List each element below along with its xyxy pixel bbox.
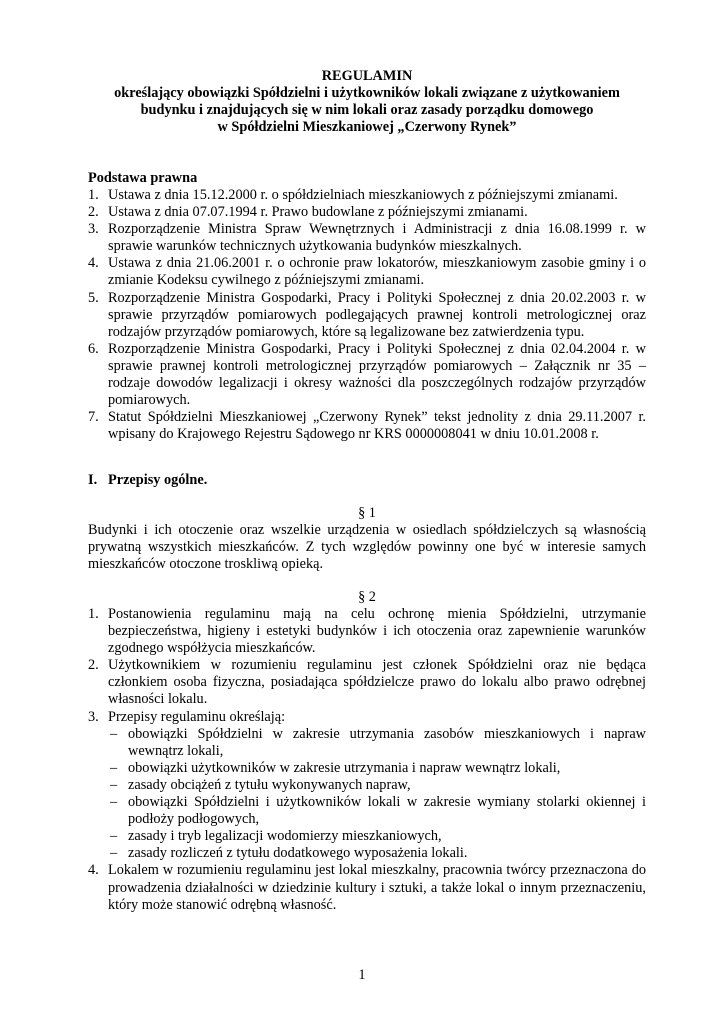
- legal-basis-heading: Podstawa prawna: [88, 170, 198, 186]
- title-line-1: określający obowiązki Spółdzielni i użytkowników lokali związane z użytkowaniem: [114, 85, 620, 102]
- section-title: Przepisy ogólne.: [108, 472, 208, 488]
- regulation-scope-list: [108, 726, 646, 863]
- regulation-scope-item: – zasady i tryb legalizacji wodomierzy mieszkaniowych,: [110, 828, 442, 845]
- paragraph-2-label: § 2: [358, 589, 376, 605]
- paragraph-2-list: [88, 606, 646, 914]
- paragraph-2-item: 4. Lokalem w rozumieniu regulaminu jest lokal mieszkalny, pracownia twórcy przeznaczona do prowadzenia działalności w dziedzinie kultury i sztuki, a także lokal o innym przeznaczeniu, który może stanowić odrębną własność.: [88, 862, 646, 913]
- legal-basis-item: 7. Statut Spółdzielni Mieszkaniowej „Czerwony Rynek” tekst jednolity z dnia 29.11.2007 r. wpisany do Krajowego Rejestru Sądowego nr KRS 0000008041 w dniu 10.01.2008 r.: [88, 409, 646, 443]
- legal-basis-item: 4. Ustawa z dnia 21.06.2001 r. o ochronie praw lokatorów, mieszkaniowym zasobie gminy i o zmianie Kodeksu cywilnego z późniejszymi zmianami.: [88, 255, 646, 289]
- legal-basis-item: 1. Ustawa z dnia 15.12.2000 r. o spółdzielniach mieszkaniowych z późniejszymi zmianami.: [88, 187, 618, 203]
- legal-basis-item: 5. Rozporządzenie Ministra Gospodarki, Pracy i Polityki Społecznej z dnia 20.02.2003 r. w sprawie przyrządów pomiarowych podlegających prawnej kontroli metrologicznej oraz rodzajów przyrządów pomiarowych, które są legalizowane bez zatwierdzenia typu.: [88, 289, 646, 340]
- paragraph-2-item: 3. Przepisy regulaminu określają: – obowiązki Spółdzielni w zakresie utrzymania zasobów mieszkaniowych i napraw wewnątrz lokali, – obowiązki użytkowników w zakresie utrzymania i napraw wewnątrz lokali, – zasady obciążeń z tytułu wykonywanych napraw, – obowiązki Spółdzielni i użytkowników lokali w zakresie wymiany stolarki okiennej i podłoży podłogowych, – zasady i tryb legalizacji wodomierzy mieszkaniowych, – zasady rozliczeń z tytułu dodatkowego wyposażenia lokali.: [88, 708, 646, 862]
- legal-basis-list: [88, 187, 646, 443]
- section-numeral: I.: [88, 472, 98, 488]
- page-number: 1: [358, 967, 366, 983]
- title-heading: REGULAMIN: [321, 68, 413, 84]
- regulation-scope-item: – obowiązki użytkowników w zakresie utrzymania i napraw wewnątrz lokali,: [110, 759, 561, 776]
- section-heading: [88, 472, 207, 489]
- regulation-scope-item: – obowiązki Spółdzielni w zakresie utrzymania zasobów mieszkaniowych i napraw wewnątrz lokali,: [110, 725, 646, 759]
- regulation-scope-item: – obowiązki Spółdzielni i użytkowników lokali w zakresie wymiany stolarki okiennej i podłoży podłogowych,: [110, 794, 646, 828]
- paragraph-1-text: Budynki i ich otoczenie oraz wszelkie urządzenia w osiedlach spółdzielczych są własnością prywatną wszystkich mieszkańców. Z tych względów powinny one być w interesie samych mieszkańców otoczone troskliwą opieką.: [88, 522, 646, 573]
- regulation-scope-item: – zasady rozliczeń z tytułu dodatkowego wyposażenia lokali.: [110, 845, 468, 862]
- legal-basis-item: 2. Ustawa z dnia 07.07.1994 r. Prawo budowlane z późniejszymi zmianami.: [88, 204, 528, 221]
- title-line-2: budynku i znajdujących się w nim lokali oraz zasady porządku domowego: [140, 102, 594, 119]
- paragraph-1-label: § 1: [358, 505, 376, 521]
- legal-basis-item: 3. Rozporządzenie Ministra Spraw Wewnętrznych i Administracji z dnia 16.08.1999 r. w sprawie warunków technicznych użytkowania budynków mieszkalnych.: [88, 221, 646, 255]
- legal-basis-item: 6. Rozporządzenie Ministra Gospodarki, Pracy i Polityki Społecznej z dnia 02.04.2004 r. w sprawie prawnej kontroli metrologicznej przyrządów pomiarowych – Załącznik nr 35 – rodzaje dowodów legalizacji i okresy ważności dla poszczególnych rodzajów przyrządów pomiarowych.: [88, 340, 646, 409]
- title-line-3: w Spółdzielni Mieszkaniowej „Czerwony Rynek”: [217, 119, 517, 136]
- regulation-scope-item: – zasady obciążeń z tytułu wykonywanych napraw,: [110, 776, 411, 793]
- paragraph-2-item: 2. Użytkownikiem w rozumieniu regulaminu jest członek Spółdzielni oraz nie będąca członkiem osoba fizyczna, posiadająca spółdzielcze prawo do lokalu albo prawo odrębnej własności lokalu.: [88, 657, 646, 708]
- document-title: [88, 68, 646, 136]
- paragraph-2-item: 1. Postanowienia regulaminu mają na celu ochronę mienia Spółdzielni, utrzymanie bezpieczeństwa, higieny i estetyki budynków i ich otoczenia oraz zapewnienie warunków zgodnego współżycia mieszkańców.: [88, 606, 646, 657]
